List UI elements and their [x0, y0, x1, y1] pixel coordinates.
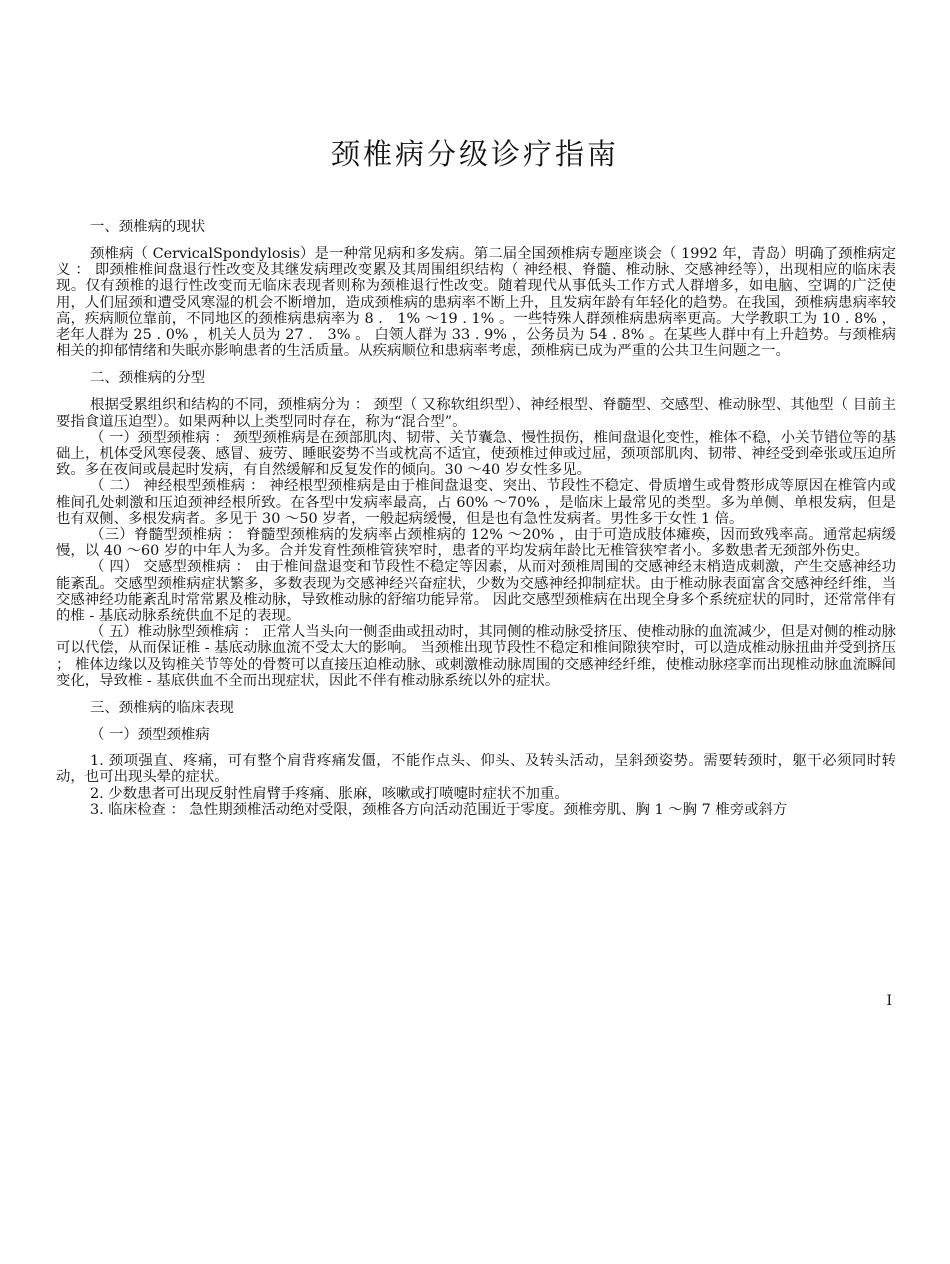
list-item: 1. 颈项强直、疼痛，可有整个肩背疼痛发僵，不能作点头、仰头、及转头活动，呈斜颈姿势。需要转颈时，躯干必须同时转动，也可出现头晕的症状。 [56, 753, 896, 786]
list-item: 2. 少数患者可出现反射性肩臂手疼痛、胀麻，咳嗽或打喷嚏时症状不加重。 [90, 785, 569, 802]
document-body [56, 218, 896, 818]
paragraph: （ 二） 神经根型颈椎病 ： 神经根型颈椎病是由于椎间盘退变、突出、节段性不稳定、骨质增生或骨赘形成等原因在椎管内或椎间孔处刺激和压迫颈神经根所致。在各型中发病率最高，占 60% ～70% ，是临床上最常见的类型。多为单侧、单根发病，但是也有双侧、多根发病者。多见于 30 ～50 岁者，一般起病缓慢，但是也有急性发病者。男性多于女性 1 倍。 [56, 478, 896, 527]
paragraph: （三）脊髓型颈椎病 ： 脊髓型颈椎病的发病率占颈椎病的 12% ～20% ，由于可造成肢体瘫痪，因而致残率高。通常起病缓慢，以 40 ～60 岁的中年人为多。合并发育性颈椎管狭窄时，患者的平均发病年龄比无椎管狭窄者小。多数患者无颈部外伤史。 [56, 527, 896, 560]
paragraph: 颈椎病（ CervicalSpondylosis）是一种常见病和多发病。第二届全国颈椎病专题座谈会（ 1992 年，青岛）明确了颈椎病定义 ： 即颈椎椎间盘退行性改变及其继发病理改变累及其周围组织结构（ 神经根、脊髓、椎动脉、交感神经等），出现相应的临床表现。仅有颈椎的退行性改变而无临床表现者则称为颈椎退行性改变。随着现代从事低头工作方式人群增多，如电脑、空调的广泛使用，人们屈颈和遭受风寒湿的机会不断增加，造成颈椎病的患病率不断上升，且发病年龄有年轻化的趋势。在我国，颈椎病患病率较高，疾病顺位靠前，不同地区的颈椎病患病率为 8 ． 1% ～19 . 1% 。一些特殊人群颈椎病患病率更高。大学教职工为 10 . 8% ，老年人群为 25 . 0% ，机关人员为 27 ． 3% 。 白领人群为 33 . 9% ，公务员为 54 . 8% 。在某些人群中有上升趋势。与颈椎病相关的抑郁情绪和失眠亦影响患者的生活质量。从疾病顺位和患病率考虑，颈椎病已成为严重的公共卫生问题之一。 [56, 246, 896, 360]
paragraph: （ 四） 交感型颈椎病 ： 由于椎间盘退变和节段性不稳定等因素，从而对颈椎周围的交感神经末梢造成刺激，产生交感神经功能紊乱。交感型颈椎病症状繁多，多数表现为交感神经兴奋症状，少数为交感神经抑制症状。由于椎动脉表面富含交感神经纤维，当交感神经功能紊乱时常常累及椎动脉，导致椎动脉的舒缩功能异常。 因此交感型颈椎病在出现全身多个系统症状的同时，还常常伴有的椎 - 基底动脉系统供血不足的表现。 [56, 559, 896, 625]
paragraph: （ 一）颈型颈椎病 ： 颈型颈椎病是在颈部肌肉、韧带、关节囊急、慢性损伤，椎间盘退化变性，椎体不稳，小关节错位等的基础上，机体受风寒侵袭、感冒、疲劳、睡眠姿势不当或枕高不适宜，使颈椎过伸或过屈，颈项部肌肉、韧带、神经受到牵张或压迫所致。多在夜间或晨起时发病，有自然缓解和反复发作的倾向。30 ～40 岁女性多见。 [56, 429, 896, 479]
subsection-heading: （ 一）颈型颈椎病 [90, 727, 210, 744]
section-heading-types: 二、颈椎病的分型 [90, 370, 206, 387]
document-title: 颈椎病分级诊疗指南 [330, 137, 619, 171]
page-number: I [886, 993, 892, 1009]
paragraph: 根据受累组织和结构的不同，颈椎病分为 ： 颈型（ 又称软组织型）、神经根型、脊髓型、交感型、椎动脉型、其他型（ 目前主要指食道压迫型）。如果两种以上类型同时存在，称为“混合型”。 [56, 397, 896, 430]
section-heading-clinical: 三、颈椎病的临床表现 [90, 700, 234, 717]
paragraph: （ 五）椎动脉型颈椎病 ： 正常人当头向一侧歪曲或扭动时，其同侧的椎动脉受挤压、使椎动脉的血流减少，但是对侧的椎动脉可以代偿，从而保证椎 - 基底动脉血流不受太大的影响。 当颈椎出现节段性不稳定和椎间隙狭窄时，可以造成椎动脉扭曲并受到挤压 ； 椎体边缘以及钩椎关节等处的骨赘可以直接压迫椎动脉、或刺激椎动脉周围的交感神经纤维，使椎动脉痉挛而出现椎动脉血流瞬间变化，导致椎 - 基底供血不全而出现症状，因此不伴有椎动脉系统以外的症状。 [56, 624, 896, 689]
list-item: 3. 临床检查 ： 急性期颈椎活动绝对受限，颈椎各方向活动范围近于零度。颈椎旁肌、胸 1 ～胸 7 椎旁或斜方 [90, 801, 788, 818]
section-heading-status: 一、颈椎病的现状 [90, 219, 206, 235]
